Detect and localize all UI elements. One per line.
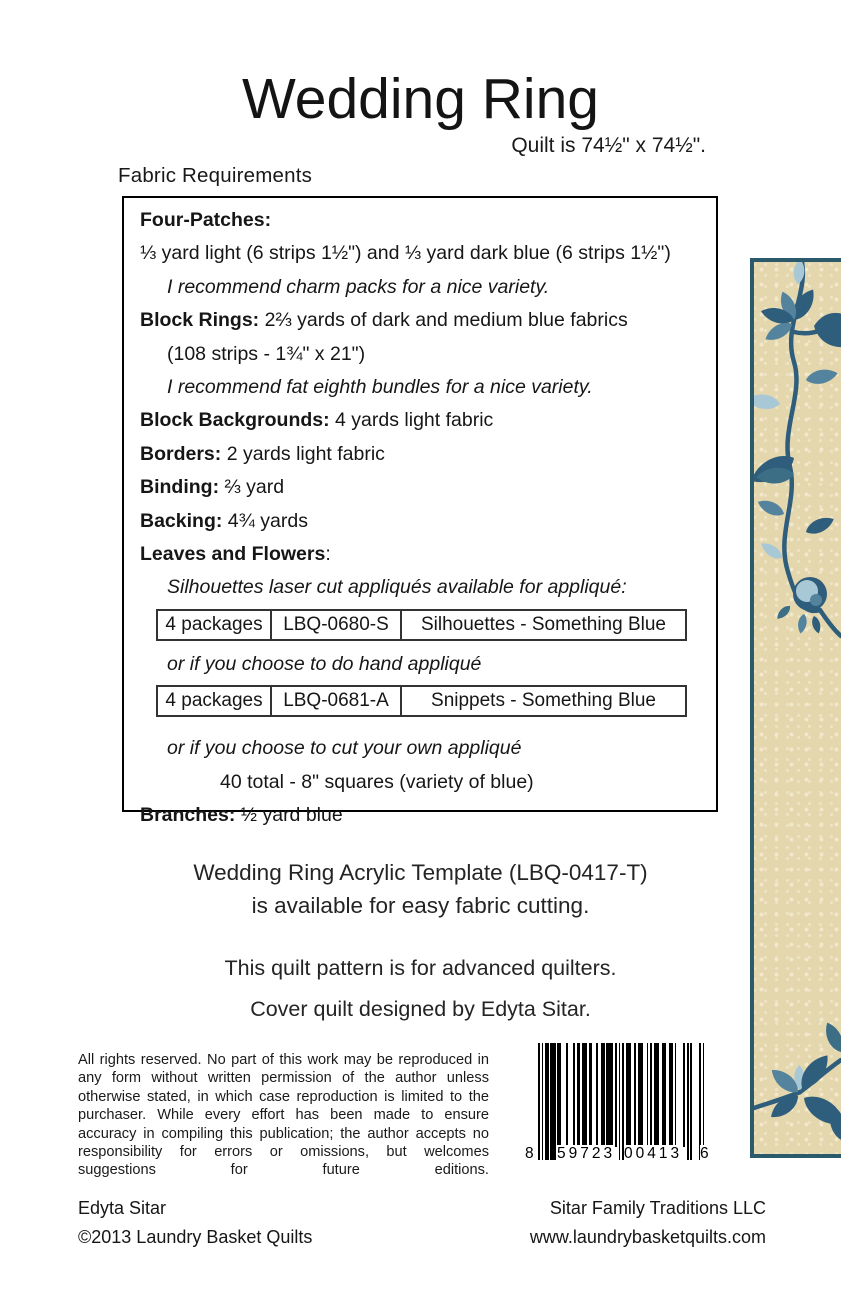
publisher-block: [530, 1194, 766, 1252]
table-cell: Snippets - Something Blue: [431, 690, 656, 712]
requirement-note: Silhouettes laser cut appliqués available for appliqué:: [167, 576, 627, 599]
applique-package-table: [156, 685, 687, 717]
requirement-item: Binding: ⅔ yard: [140, 476, 285, 499]
skill-level-text: This quilt pattern is for advanced quilters.: [224, 956, 617, 980]
requirement-item: Branches: ½ yard blue: [140, 804, 343, 827]
requirement-item: Block Rings: 2⅔ yards of dark and medium blue fabrics: [140, 309, 628, 332]
publisher-name: Sitar Family Traditions LLC: [549, 1198, 766, 1218]
copyright-line: ©2013 Laundry Basket Quilts: [78, 1227, 313, 1247]
table-cell: LBQ-0681-A: [272, 687, 402, 715]
vine-applique-graphic: [754, 262, 841, 1154]
requirement-note: I recommend charm packs for a nice variety.: [167, 275, 550, 298]
author-name: Edyta Sitar: [78, 1198, 167, 1218]
author-block: [78, 1194, 312, 1252]
copyright-text: All rights reserved. No part of this work may be reproduced in any form without written permission of the author unless otherwise stated, in which case reproduction is limited to the purchaser. While every effort has been made to ensure accuracy in compiling this publication; the author accepts no responsibility for errors or omissions, but welcomes suggestions for future editions.: [78, 1052, 489, 1179]
quilt-size-text: Quilt is 74½" x 74½".: [511, 134, 706, 157]
requirement-item: Leaves and Flowers:: [140, 543, 331, 566]
requirement-note: or if you choose to do hand appliqué: [167, 652, 482, 675]
requirement-detail: (108 strips - 1¾" x 21"): [167, 342, 366, 365]
requirement-item: Borders: 2 yards light fabric: [140, 442, 385, 465]
requirement-item: Block Backgrounds: 4 yards light fabric: [140, 409, 494, 432]
upc-barcode: [525, 1043, 718, 1179]
publisher-website: www.laundrybasketquilts.com: [529, 1227, 766, 1247]
requirement-item: Backing: 4¾ yards: [140, 509, 308, 532]
table-cell: 4 packages: [158, 611, 272, 639]
page-title: Wedding Ring: [241, 67, 599, 131]
barcode-digit-group2: 00413: [624, 1145, 683, 1162]
requirement-note: I recommend fat eighth bundles for a nice variety.: [167, 376, 593, 399]
acrylic-template-line1: Wedding Ring Acrylic Template (LBQ-0417-T): [193, 860, 648, 885]
requirement-item: ⅓ yard light (6 strips 1½") and ⅓ yard dark blue (6 strips 1½"): [140, 242, 671, 265]
barcode-digit-left: 8: [525, 1145, 534, 1162]
requirement-detail: 40 total - 8" squares (variety of blue): [220, 770, 534, 793]
table-cell: 4 packages: [158, 687, 272, 715]
requirement-note: or if you choose to cut your own appliqué: [167, 737, 522, 760]
table-cell: LBQ-0680-S: [272, 611, 402, 639]
applique-strip: [750, 258, 841, 1158]
barcode-digit-right: 6: [700, 1145, 709, 1162]
acrylic-template-line2: is available for easy fabric cutting.: [251, 893, 590, 918]
applique-package-table: [156, 609, 687, 641]
fabric-requirements-heading: Fabric Requirements: [118, 164, 313, 187]
requirement-item: Four-Patches:: [140, 209, 272, 231]
barcode-bars: [538, 1043, 704, 1160]
table-cell: Silhouettes - Something Blue: [420, 613, 667, 635]
barcode-digit-group1: 59723: [557, 1145, 616, 1162]
fabric-requirements-box: [122, 196, 718, 827]
designer-credit-text: Cover quilt designed by Edyta Sitar.: [250, 997, 591, 1021]
